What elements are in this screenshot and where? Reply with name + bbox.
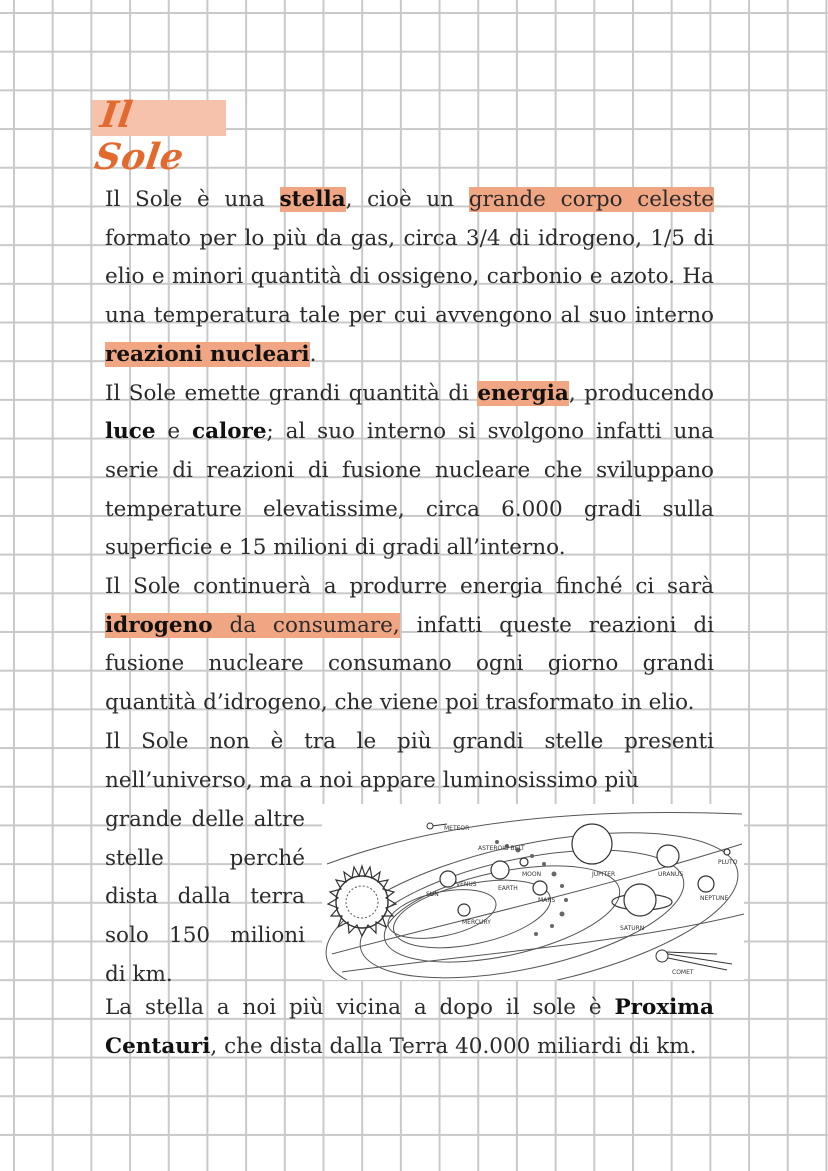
highlight-grande-corpo: grande corpo celeste — [468, 187, 714, 212]
p3-text-1: Il Sole continuerà a produrre energia finché ci sarà — [105, 574, 714, 600]
main-text — [105, 181, 714, 800]
solar-system-drawing — [322, 804, 744, 980]
keyword-luce: luce — [105, 419, 156, 445]
p2-text-1: Il Sole emette grandi quantità di — [105, 380, 478, 406]
p2-text-3: e — [155, 419, 192, 445]
final-text — [105, 989, 714, 1066]
label-mercury: MERCURY — [462, 919, 491, 926]
label-pluto: PLUTO — [718, 859, 738, 866]
label-saturn: SATURN — [620, 925, 645, 932]
mercury-icon — [458, 904, 470, 916]
keyword-stella: stella — [279, 187, 346, 212]
p1-text-5: . — [309, 341, 317, 367]
pluto-icon — [724, 849, 730, 855]
label-neptune: NEPTUNE — [700, 895, 729, 902]
keyword-energia: energia — [477, 380, 569, 406]
venus-icon — [440, 871, 456, 887]
label-moon: MOON — [522, 871, 542, 878]
paragraph-2 — [105, 375, 714, 569]
jupiter-icon — [572, 824, 612, 864]
p1-text-2: , — [345, 187, 353, 212]
saturn-icon — [624, 884, 656, 916]
wrapped-text — [105, 801, 305, 995]
keyword-reazioni-nucleari: reazioni nucleari — [105, 341, 310, 367]
paragraph-4 — [105, 723, 714, 800]
label-meteor: METEOR — [444, 825, 470, 832]
label-asteroid-belt: ASTEROID BELT — [478, 845, 525, 852]
comet-icon — [656, 950, 732, 970]
p5-text-1: La stella a noi più vicina a dopo il sole è — [105, 995, 615, 1020]
paragraph-5 — [105, 989, 714, 1066]
keyword-idrogeno: idrogeno — [105, 612, 213, 638]
moon-icon — [520, 858, 528, 866]
page-title — [92, 94, 230, 178]
paragraph-4-wrap: grande delle altre stelle perché dista dalla terra solo 150 milioni di km. — [105, 807, 305, 987]
label-uranus: URANUS — [658, 871, 684, 878]
p1-text-1: Il Sole è una — [105, 187, 280, 212]
keyword-calore: calore — [192, 419, 267, 445]
label-comet: COMET — [672, 969, 694, 976]
p2-text-4: ; al suo interno si svolgono infatti una serie di reazioni di fusione nucleare che sviluppano temperature elevatissime, circa 6.000 gradi sulla superficie e 15 milioni di gradi all’interno. — [105, 419, 714, 561]
p4-text-1: Il Sole non è tra le più grandi stelle presenti nell’universo, ma a noi appare luminosissimo più — [105, 728, 714, 793]
keyword-proxima-centauri: Proxima Centauri — [105, 995, 714, 1059]
neptune-icon — [698, 876, 714, 892]
p1-text-4: formato per lo più da gas, circa 3/4 di idrogeno, 1/5 di elio e minori quantità di ossigeno, carbonio e azoto. Ha una temperatura tale per cui avvengono al suo interno — [105, 225, 714, 329]
p2-text-2: , producendo — [568, 380, 714, 406]
highlight-consumare: da consumare, — [212, 612, 400, 638]
p1-text-3: cioè un — [352, 187, 469, 212]
uranus-icon — [657, 845, 679, 867]
title-text: Il Sole — [92, 94, 187, 178]
solar-system-illustration — [322, 804, 744, 980]
p3-text-2: infatti queste reazioni di fusione nucleare consumano ogni giorno grandi quantità d’idrogeno, che viene poi trasformato in elio. — [105, 612, 714, 716]
label-venus: VENUS — [456, 881, 477, 888]
earth-icon — [491, 861, 509, 879]
label-earth: EARTH — [498, 885, 518, 892]
p5-text-2: , che dista dalla Terra 40.000 miliardi di km. — [210, 1033, 697, 1059]
mars-icon — [533, 881, 547, 895]
paragraph-3 — [105, 568, 714, 723]
label-sun: SUN — [426, 891, 439, 898]
label-jupiter: JUPITER — [592, 871, 616, 878]
paragraph-1 — [105, 181, 714, 375]
sun-icon — [328, 866, 396, 936]
label-mars: MARS — [538, 897, 556, 904]
